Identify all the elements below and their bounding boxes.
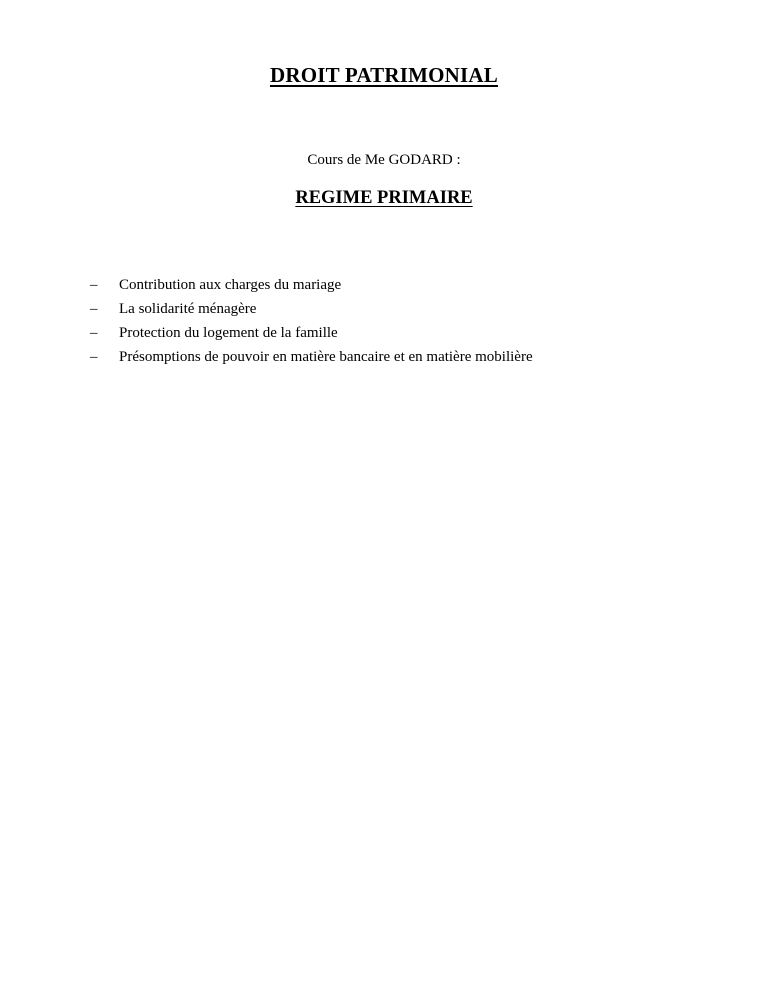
list-item-text: Contribution aux charges du mariage (119, 277, 342, 293)
section-title: REGIME PRIMAIRE (295, 188, 473, 208)
document-title: DROIT PATRIMONIAL (269, 63, 498, 87)
list-item-text: Protection du logement de la famille (119, 325, 338, 341)
course-author-line: Cours de Me GODARD : (307, 152, 461, 168)
dash-bullet-icon: – (90, 349, 98, 365)
list-item-text: La solidarité ménagère (119, 301, 257, 317)
dash-bullet-icon: – (90, 277, 98, 293)
list-item-text: Présomptions de pouvoir en matière bancaire et en matière mobilière (119, 349, 533, 365)
dash-bullet-icon: – (90, 325, 98, 341)
dash-bullet-icon: – (90, 301, 98, 317)
